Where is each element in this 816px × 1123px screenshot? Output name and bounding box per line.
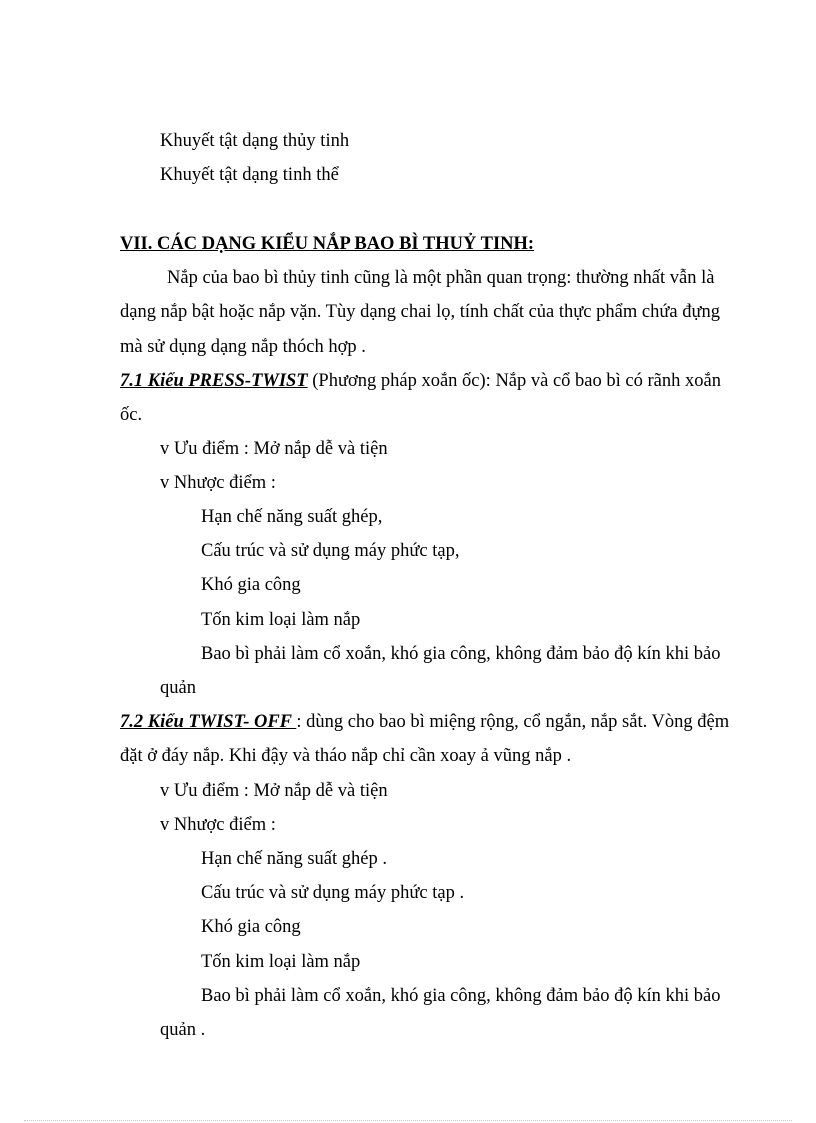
- disadvantage-item: Hạn chế năng suất ghép,: [201, 507, 383, 527]
- subsection-7-2-desc: : dùng cho bao bì miệng rộng, cổ ngắn, nắp sắt. Vòng đệm: [296, 712, 730, 732]
- advantage-item: v Ưu điểm : Mở nắp dễ và tiện: [160, 439, 388, 459]
- intro-item: Khuyết tật dạng thủy tinh: [160, 131, 350, 151]
- disadvantage-item: Cấu trúc và sử dụng máy phức tạp,: [201, 541, 460, 561]
- subsection-7-2-title: 7.2 Kiểu TWIST- OFF: [120, 712, 297, 732]
- subsection-7-1-intro: [120, 370, 721, 392]
- note-line: quản .: [160, 1020, 206, 1040]
- subsection-7-1-desc-cont: ốc.: [120, 405, 143, 425]
- note-line: Bao bì phải làm cổ xoắn, khó gia công, không đảm bảo độ kín khi bảo: [201, 644, 721, 664]
- section-heading: VII. CÁC DẠNG KIỂU NẮP BAO BÌ THUỶ TINH:: [120, 234, 535, 254]
- disadvantage-item: Cấu trúc và sử dụng máy phức tạp .: [201, 883, 465, 903]
- note-line: Bao bì phải làm cổ xoắn, khó gia công, không đảm bảo độ kín khi bảo: [201, 986, 721, 1006]
- page-footer-divider: [24, 1120, 792, 1121]
- note-line: quản: [160, 678, 196, 698]
- subsection-7-1-title: 7.1 Kiểu PRESS-TWIST: [120, 371, 308, 391]
- intro-paragraph-line: dạng nắp bật hoặc nắp vặn. Tùy dạng chai lọ, tính chất của thực phẩm chứa đựng: [120, 302, 720, 322]
- subsection-7-2-intro: [120, 711, 729, 733]
- disadvantage-item: Khó gia công: [201, 575, 301, 595]
- disadvantage-item: Hạn chế năng suất ghép .: [201, 849, 387, 869]
- subsection-7-1-desc: (Phương pháp xoắn ốc): Nắp và cổ bao bì có rãnh xoắn: [307, 371, 721, 391]
- intro-item: Khuyết tật dạng tinh thể: [160, 165, 339, 185]
- disadvantage-heading: v Nhược điểm :: [160, 815, 276, 835]
- disadvantage-item: Tốn kim loại làm nắp: [201, 952, 361, 972]
- intro-paragraph-line: Nắp của bao bì thủy tinh cũng là một phần quan trọng: thường nhất vẫn là: [167, 268, 715, 288]
- disadvantage-item: Khó gia công: [201, 917, 301, 937]
- disadvantage-item: Tốn kim loại làm nắp: [201, 610, 361, 630]
- intro-paragraph-line: mà sử dụng dạng nắp thóch hợp .: [120, 337, 366, 357]
- subsection-7-2-desc-cont: đặt ở đáy nắp. Khi đậy và tháo nắp chỉ cần xoay ả vũng nắp .: [120, 746, 572, 766]
- disadvantage-heading: v Nhược điểm :: [160, 473, 276, 493]
- advantage-item: v Ưu điểm : Mở nắp dễ và tiện: [160, 781, 388, 801]
